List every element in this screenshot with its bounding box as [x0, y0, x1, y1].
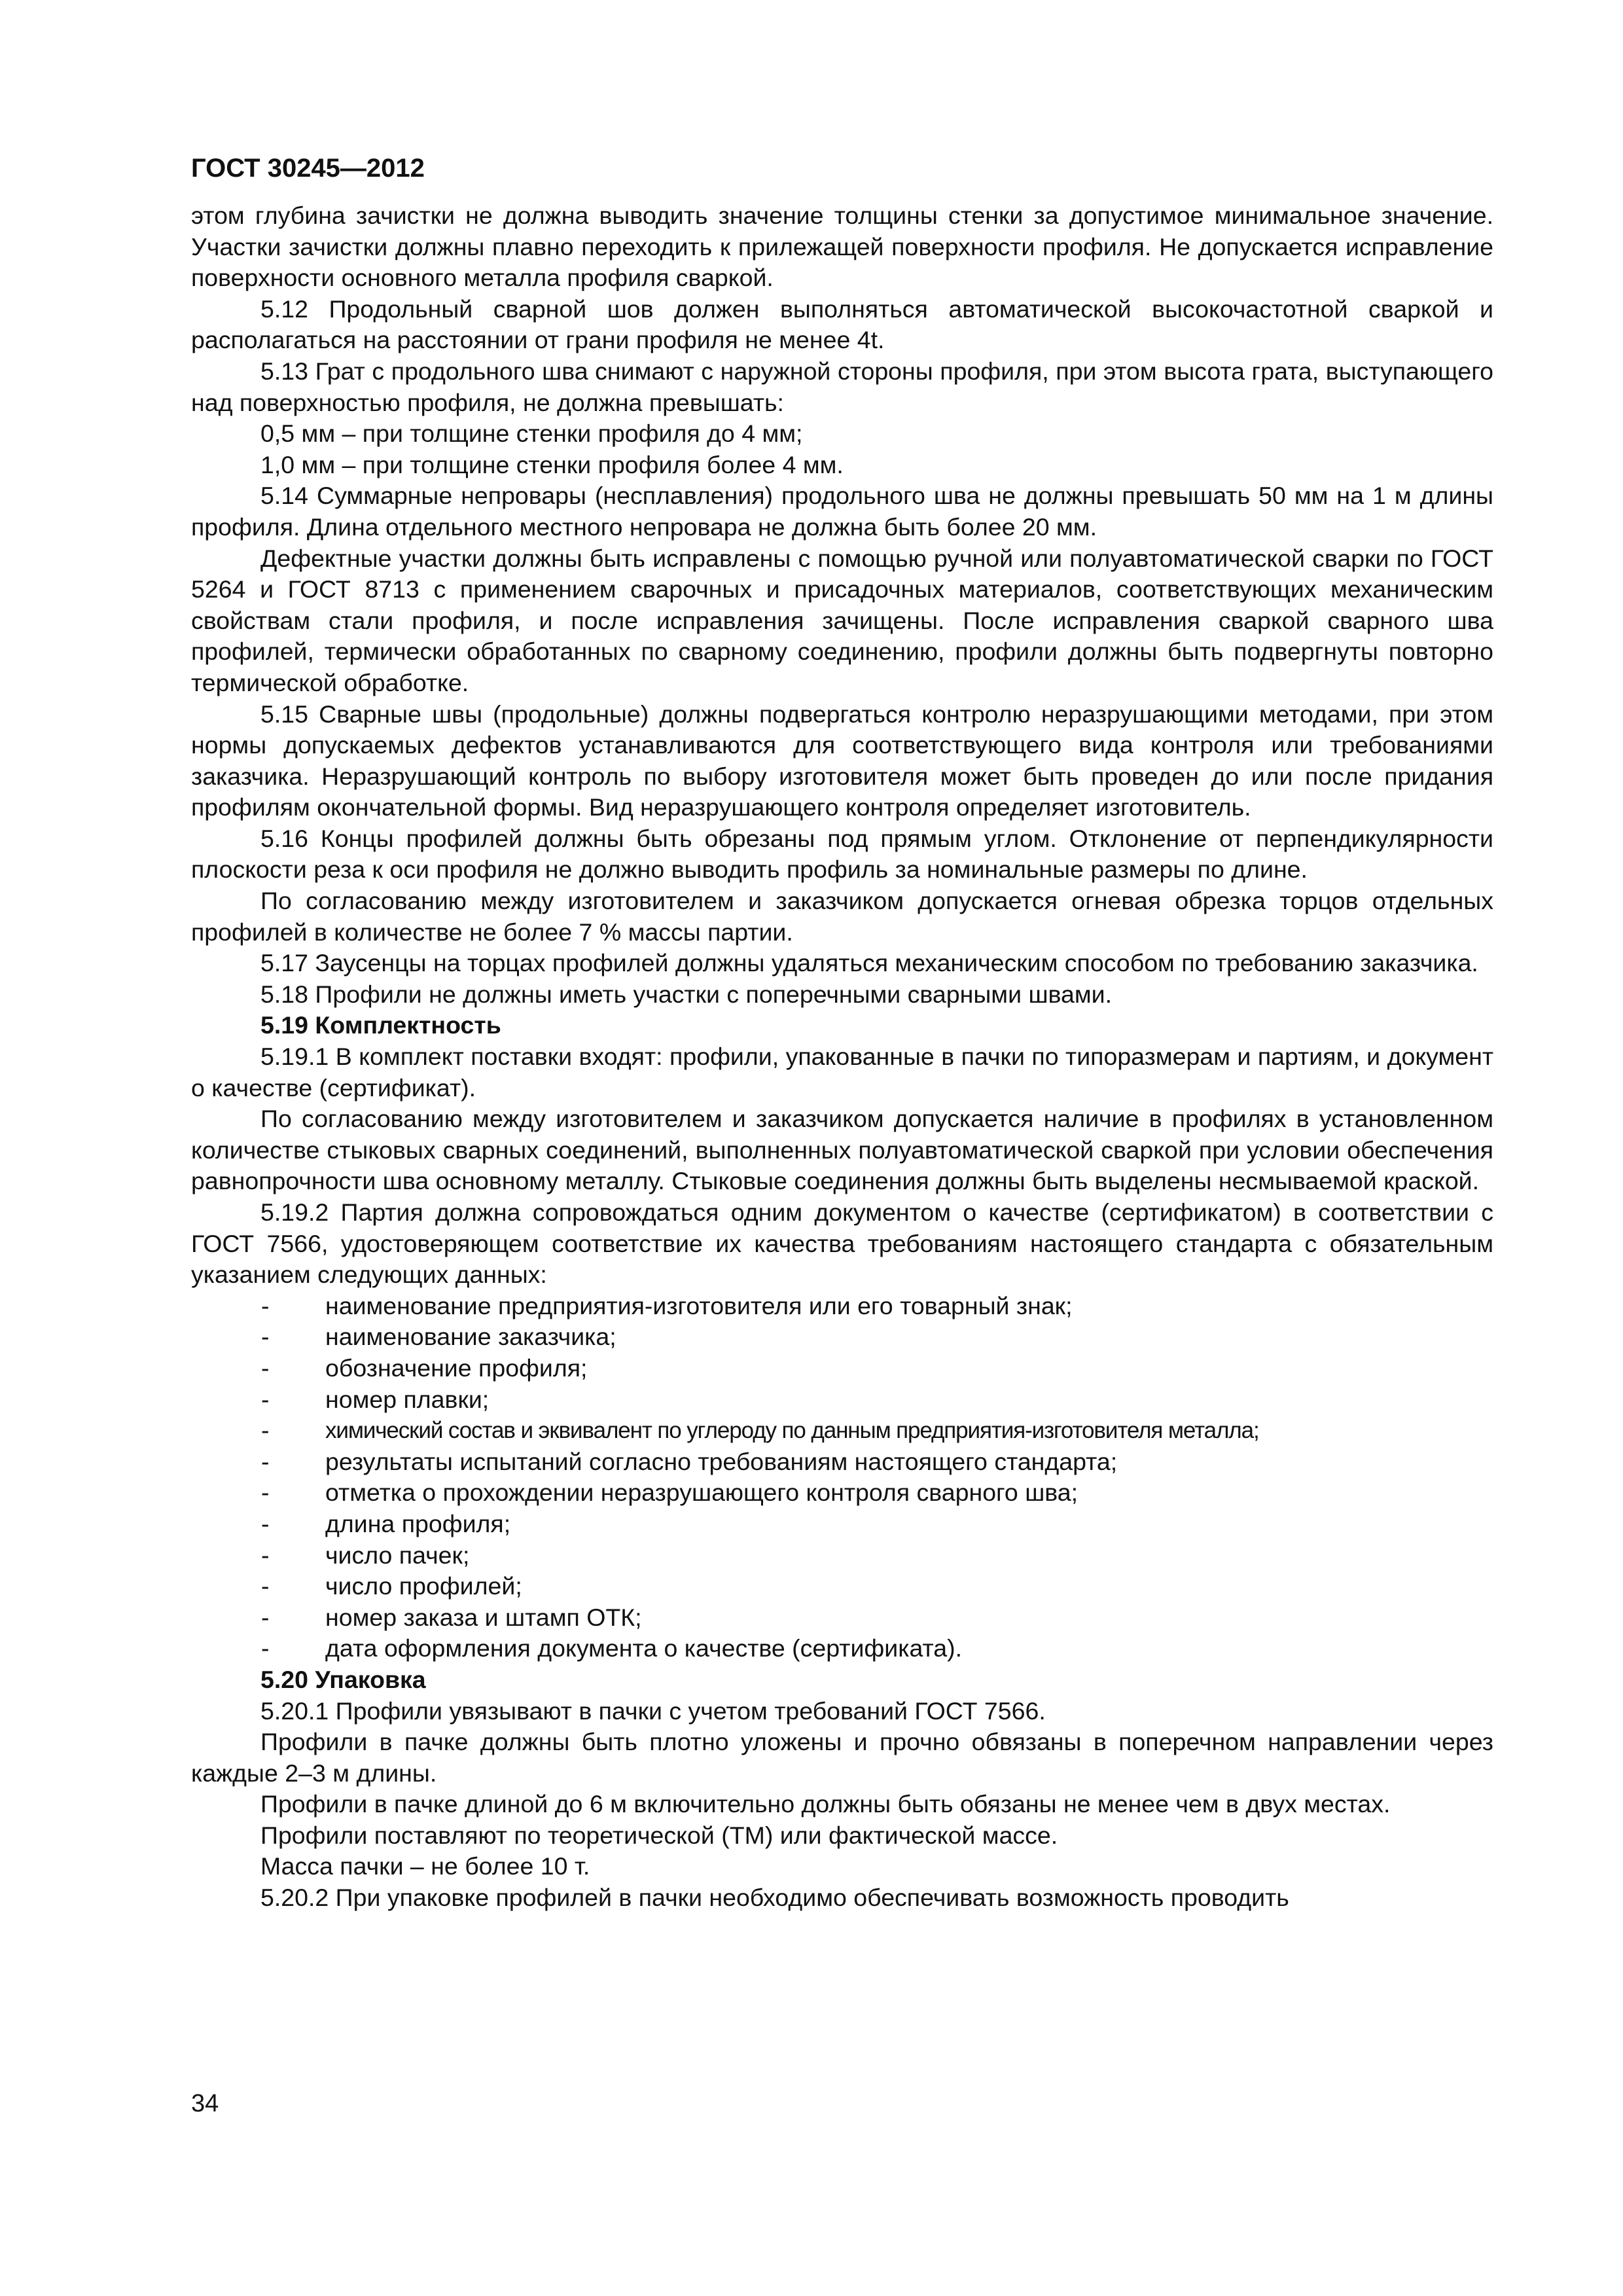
list-dash: - [261, 1634, 270, 1662]
list-item-text: номер заказа и штамп ОТК; [325, 1603, 642, 1631]
list-dash: - [261, 1323, 270, 1351]
list-item-text: наименование предприятия-изготовителя или его товарный знак; [325, 1291, 1073, 1319]
section-heading: 5.19 Комплектность [260, 1011, 501, 1039]
list-item-text: химический состав и эквивалент по углероду по данным предприятия-изготовителя металла; [325, 1418, 1259, 1444]
list-dash: - [261, 1416, 270, 1444]
paragraph: Профили в пачке должны быть плотно уложены и прочно обвязаны в поперечном направлении через каждые 2–3 м длины. [191, 1728, 1493, 1787]
list-item [191, 1321, 1493, 1353]
list-dash: - [261, 1572, 270, 1600]
list-item [191, 1633, 1493, 1664]
list-item [191, 1446, 1493, 1478]
list-dash: - [261, 1541, 270, 1569]
list-dash: - [261, 1479, 270, 1507]
list-item-text: номер плавки; [325, 1385, 490, 1413]
paragraph: 5.20.1 Профили увязывают в пачки с учетом требований ГОСТ 7566. [260, 1696, 1046, 1725]
paragraph: По согласованию между изготовителем и заказчиком допускается наличие в профилях в установленном количестве стыковых сварных соединений, выполненных полуавтоматической сваркой при условии обеспечения равнопрочности шва основному металлу. Стыковые соединения должны быть выделены несмываемой краской. [191, 1105, 1493, 1195]
paragraph: 5.14 Суммарные непровары (несплавления) продольного шва не должны превышать 50 мм на 1 м длины профиля. Длина отдельного местного непровара не должна быть более 20 мм. [191, 482, 1493, 541]
paragraph: Дефектные участки должны быть исправлены с помощью ручной или полуавтоматической сварки по ГОСТ 5264 и ГОСТ 8713 с применением сварочных и присадочных материалов, соответствующих механическим свойствам стали профиля, и после исправления зачищены. После исправления сваркой сварного шва профилей, термически обработанных по сварному соединению, профили должны быть подвергнуты повторно термической обработке. [191, 544, 1493, 696]
list-item [191, 1540, 1493, 1571]
list-item-text: результаты испытаний согласно требованиям настоящего стандарта; [325, 1447, 1118, 1475]
list-dash: - [261, 1291, 270, 1319]
paragraph: 5.20.2 При упаковке профилей в пачки необходимо обеспечивать возможность проводить [260, 1884, 1289, 1912]
list-item [191, 1384, 1493, 1416]
paragraph: Профили в пачке длиной до 6 м включительно должны быть обязаны не менее чем в двух местах. [260, 1790, 1391, 1818]
list-dash: - [261, 1447, 270, 1475]
paragraph: этом глубина зачистки не должна выводить значение толщины стенки за допустимое минимальное значение. Участки зачистки должны плавно переходить к прилежащей поверхности профиля. Не допускается исправление поверхности основного металла профиля сваркой. [191, 202, 1493, 292]
paragraph: 1,0 мм – при толщине стенки профиля более 4 мм. [260, 450, 844, 478]
list-dash: - [261, 1354, 270, 1382]
list-item [191, 1477, 1493, 1509]
paragraph: 5.15 Сварные швы (продольные) должны подвергаться контролю неразрушающими методами, при этом нормы допускаемых дефектов устанавливаются для соответствующего вида контроля или требованиями заказчика. Неразрушающий контроль по выбору изготовителя может быть проведен до или после придания профилям окончательной формы. Вид неразрушающего контроля определяет изготовитель. [191, 700, 1493, 821]
list-dash: - [261, 1509, 270, 1537]
list-item-text: дата оформления документа о качестве (сертификата). [325, 1634, 962, 1662]
list-item [191, 1571, 1493, 1602]
paragraph: 5.16 Концы профилей должны быть обрезаны под прямым углом. Отклонение от перпендикулярности плоскости реза к оси профиля не должно выводить профиль за номинальные размеры по длине. [191, 824, 1493, 884]
list-item-text: число пачек; [325, 1541, 470, 1569]
page-number: 34 [191, 2090, 219, 2117]
list-item-text: длина профиля; [325, 1509, 511, 1537]
section-heading: 5.20 Упаковка [260, 1665, 426, 1693]
paragraph: Профили поставляют по теоретической (ТМ) или фактической массе. [260, 1821, 1058, 1849]
paragraph: 5.12 Продольный сварной шов должен выполняться автоматической высокочастотной сваркой и располагаться на расстоянии от грани профиля не менее 4t. [191, 295, 1493, 354]
list-item-text: наименование заказчика; [325, 1323, 616, 1351]
paragraph: 5.19.1 В комплект поставки входят: профили, упакованные в пачки по типоразмерам и партиям, и документ о качестве (сертификат). [191, 1043, 1493, 1102]
paragraph: 5.19.2 Партия должна сопровождаться одним документом о качестве (сертификатом) в соответствии с ГОСТ 7566, удостоверяющем соответствие их качества требованиям настоящего стандарта с обязательным указанием следующих данных: [191, 1198, 1493, 1289]
list-item-text: обозначение профиля; [325, 1354, 588, 1382]
list-item [191, 1353, 1493, 1384]
list-dash: - [261, 1385, 270, 1413]
paragraph: 5.17 Заусенцы на торцах профилей должны удаляться механическим способом по требованию заказчика. [260, 949, 1478, 977]
paragraph: 0,5 мм – при толщине стенки профиля до 4 мм; [260, 420, 803, 448]
paragraph: 5.13 Грат с продольного шва снимают с наружной стороны профиля, при этом высота грата, выступающего над поверхностью профиля, не должна превышать: [191, 357, 1493, 416]
list-item-text: отметка о прохождении неразрушающего контроля сварного шва; [325, 1479, 1079, 1507]
list-item [191, 1291, 1493, 1322]
document-body [191, 200, 1493, 1914]
document-page [191, 0, 1493, 2296]
list-item [191, 1509, 1493, 1540]
list-item-text: число профилей; [325, 1572, 522, 1600]
list-dash: - [261, 1603, 270, 1631]
paragraph: По согласованию между изготовителем и заказчиком допускается огневая обрезка торцов отдельных профилей в количестве не более 7 % массы партии. [191, 887, 1493, 946]
list-item [191, 1415, 1493, 1446]
standard-header: ГОСТ 30245—2012 [191, 154, 425, 183]
list-item [191, 1602, 1493, 1634]
paragraph: 5.18 Профили не должны иметь участки с поперечными сварными швами. [260, 980, 1113, 1008]
paragraph: Масса пачки – не более 10 т. [260, 1852, 590, 1880]
